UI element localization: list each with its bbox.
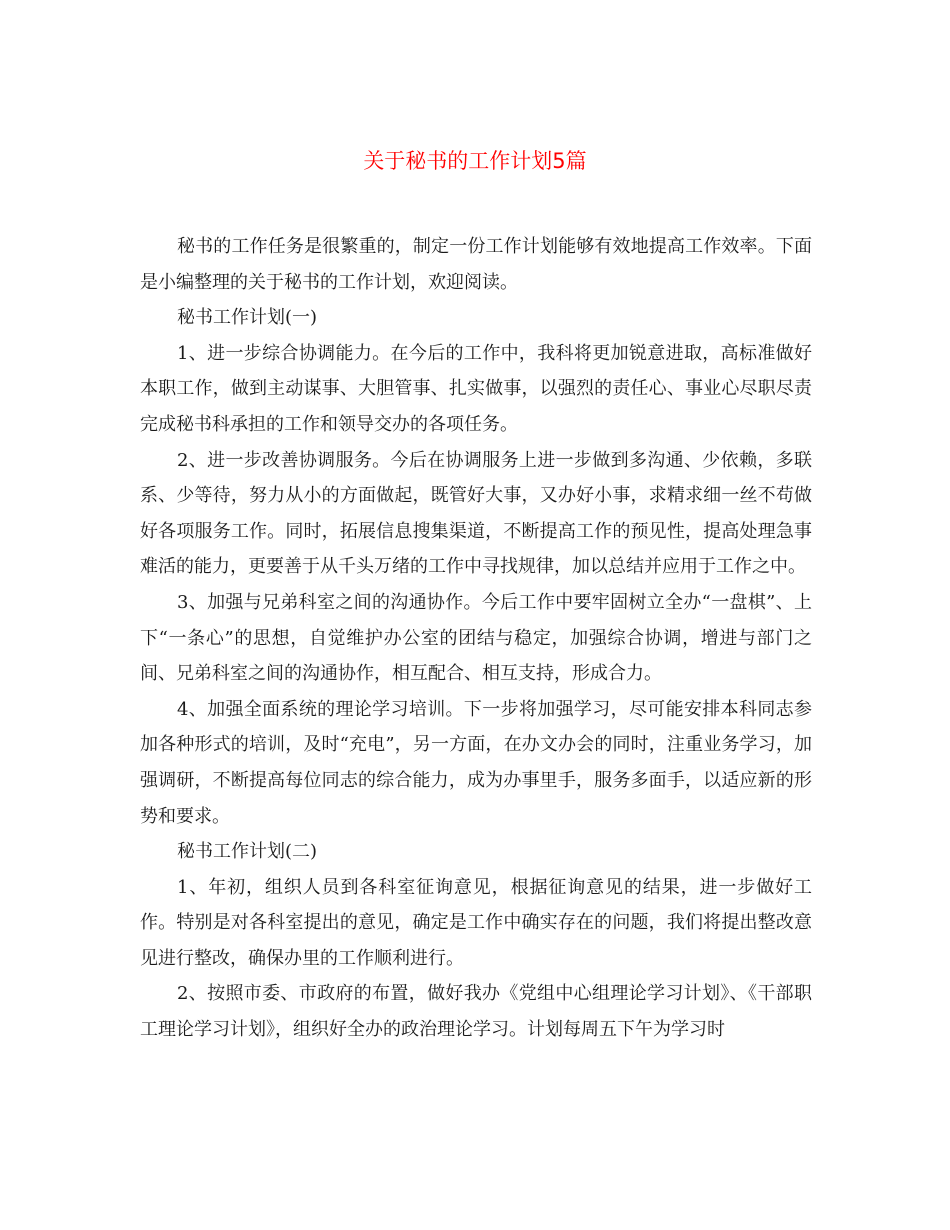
paragraph: 4、加强全面系统的理论学习培训。下一步将加强学习，尽可能安排本科同志参加各种形式的培训，及时“充电”，另一方面，在办文办会的同时，注重业务学习，加强调研，不断提高每位同志的综合能力，成为办事里手，服务多面手，以适应新的形势和要求。 (140, 698, 812, 827)
paragraph: 2、进一步改善协调服务。今后在协调服务上进一步做到多沟通、少依赖，多联系、少等待，努力从小的方面做起，既管好大事，又办好小事，求精求细一丝不苟做好各项服务工作。同时，拓展信息搜集渠道，不断提高工作的预见性，提高处理急事难活的能力，更要善于从千头万绪的工作中寻找规律，加以总结并应用于工作之中。 (140, 449, 812, 578)
paragraph: 1、进一步综合协调能力。在今后的工作中，我科将更加锐意进取，高标准做好本职工作，做到主动谋事、大胆管事、扎实做事，以强烈的责任心、事业心尽职尽责完成秘书科承担的工作和领导交办的各项任务。 (140, 342, 812, 435)
paragraph: 2、按照市委、市政府的布置，做好我办《党组中心组理论学习计划》、《干部职工理论学习计划》，组织好全办的政治理论学习。计划每周五下午为学习时 (140, 983, 812, 1041)
section-heading-2: 秘书工作计划(二) (177, 841, 318, 863)
document-body (140, 229, 812, 1048)
paragraph: 1、年初，组织人员到各科室征询意见，根据征询意见的结果，进一步做好工作。特别是对各科室提出的意见，确定是工作中确实存在的问题，我们将提出整改意见进行整改，确保办里的工作顺利进行。 (140, 876, 812, 969)
paragraph: 3、加强与兄弟科室之间的沟通协作。今后工作中要牢固树立全办“一盘棋”、上下“一条心”的思想，自觉维护办公室的团结与稳定，加强综合协调，增进与部门之间、兄弟科室之间的沟通协作，相互配合、相互支持，形成合力。 (140, 591, 812, 685)
paragraph-intro: 秘书的工作任务是很繁重的，制定一份工作计划能够有效地提高工作效率。下面是小编整理的关于秘书的工作计划，欢迎阅读。 (140, 236, 812, 293)
section-heading-1: 秘书工作计划(一) (177, 307, 318, 329)
document-title: 关于秘书的工作计划5篇 (363, 149, 587, 173)
